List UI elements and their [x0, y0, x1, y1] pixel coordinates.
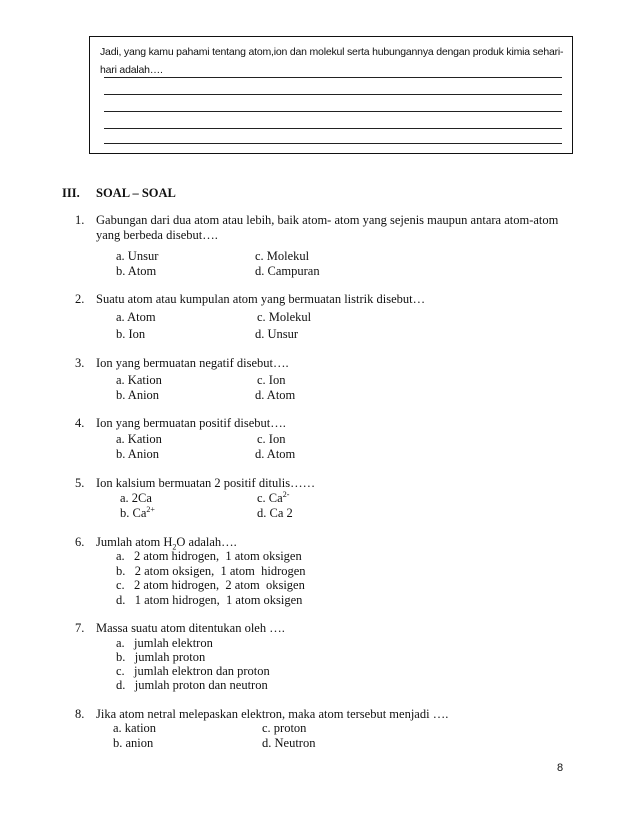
- question-number: 2.: [75, 292, 85, 306]
- option-a: a. Kation: [116, 432, 162, 446]
- option-d: d. Neutron: [262, 736, 316, 750]
- option-a: a. Unsur: [116, 249, 159, 263]
- question-text: Ion kalsium bermuatan 2 positif ditulis……: [96, 476, 316, 490]
- option-a: a. Kation: [116, 373, 162, 387]
- question-text: Gabungan dari dua atom atau lebih, baik atom- atom yang sejenis maupun antara atom-atom yang berbeda disebut….: [96, 213, 559, 242]
- option-d: d. Atom: [255, 447, 296, 461]
- answer-line: [104, 128, 562, 129]
- question-text-part: Jumlah atom H: [96, 535, 173, 549]
- question-number: 4.: [75, 416, 85, 430]
- option-b: b. Anion: [116, 388, 160, 402]
- option-a: a. 2Ca: [120, 491, 152, 505]
- charge-superscript: 2+: [146, 504, 155, 514]
- option-c: [257, 491, 289, 506]
- summary-box: [89, 36, 573, 154]
- page-number: 8: [557, 762, 564, 774]
- option-d: d. Ca 2: [257, 506, 293, 520]
- option-c: c. Ion: [257, 432, 286, 446]
- charge-superscript: 2-: [282, 489, 290, 499]
- option-d: d. 1 atom hidrogen, 1 atom oksigen: [116, 593, 303, 607]
- option-c: c. Ion: [257, 373, 286, 387]
- question-number: 3.: [75, 356, 85, 370]
- option-b: [120, 506, 155, 521]
- answer-line: [104, 77, 562, 78]
- option-c: c. jumlah elektron dan proton: [116, 664, 270, 678]
- option-b: b. jumlah proton: [116, 650, 206, 664]
- question-text: Ion yang bermuatan negatif disebut….: [96, 356, 289, 370]
- option-a: a. Atom: [116, 310, 156, 324]
- section-number: III.: [62, 186, 80, 200]
- question-text: Massa suatu atom ditentukan oleh ….: [96, 621, 285, 635]
- question-number: 7.: [75, 621, 85, 635]
- option-c: c. Molekul: [257, 310, 312, 324]
- question-number: 6.: [75, 535, 85, 549]
- option-d: d. jumlah proton dan neutron: [116, 678, 268, 692]
- option-c: c. Molekul: [255, 249, 310, 263]
- option-a: a. kation: [113, 721, 157, 735]
- question-text: [96, 535, 566, 550]
- option-b: b. Anion: [116, 447, 160, 461]
- summary-prompt: Jadi, yang kamu pahami tentang atom,ion dan molekul serta hubungannya dengan produk kimia sehari-hari adalah….: [100, 46, 564, 76]
- option-b: b. Ion: [116, 327, 146, 341]
- question-text-part: O adalah….: [176, 535, 237, 549]
- question-number: 8.: [75, 707, 85, 721]
- section-title: SOAL – SOAL: [96, 186, 176, 200]
- option-b: b. 2 atom oksigen, 1 atom hidrogen: [116, 564, 306, 578]
- answer-line: [104, 143, 562, 144]
- question-number: 1.: [75, 213, 85, 227]
- answer-line: [104, 111, 562, 112]
- question-number: 5.: [75, 476, 85, 490]
- option-d: d. Unsur: [255, 327, 299, 341]
- subscript: 2: [172, 542, 177, 552]
- option-a: a. 2 atom hidrogen, 1 atom oksigen: [116, 549, 302, 563]
- section-heading: [62, 186, 176, 201]
- option-c-text: c. Ca: [257, 491, 283, 505]
- option-c: c. proton: [262, 721, 307, 735]
- option-a: a. jumlah elektron: [116, 636, 213, 650]
- option-d: d. Campuran: [255, 264, 320, 278]
- option-d: d. Atom: [255, 388, 296, 402]
- option-b-text: b. Ca: [120, 506, 147, 520]
- option-b: b. Atom: [116, 264, 157, 278]
- question-text: Jika atom netral melepaskan elektron, maka atom tersebut menjadi ….: [96, 707, 449, 721]
- question-text: Ion yang bermuatan positif disebut….: [96, 416, 286, 430]
- option-b: b. anion: [113, 736, 154, 750]
- answer-line: [104, 94, 562, 95]
- question-text: Suatu atom atau kumpulan atom yang bermuatan listrik disebut…: [96, 292, 426, 306]
- option-c: c. 2 atom hidrogen, 2 atom oksigen: [116, 578, 305, 592]
